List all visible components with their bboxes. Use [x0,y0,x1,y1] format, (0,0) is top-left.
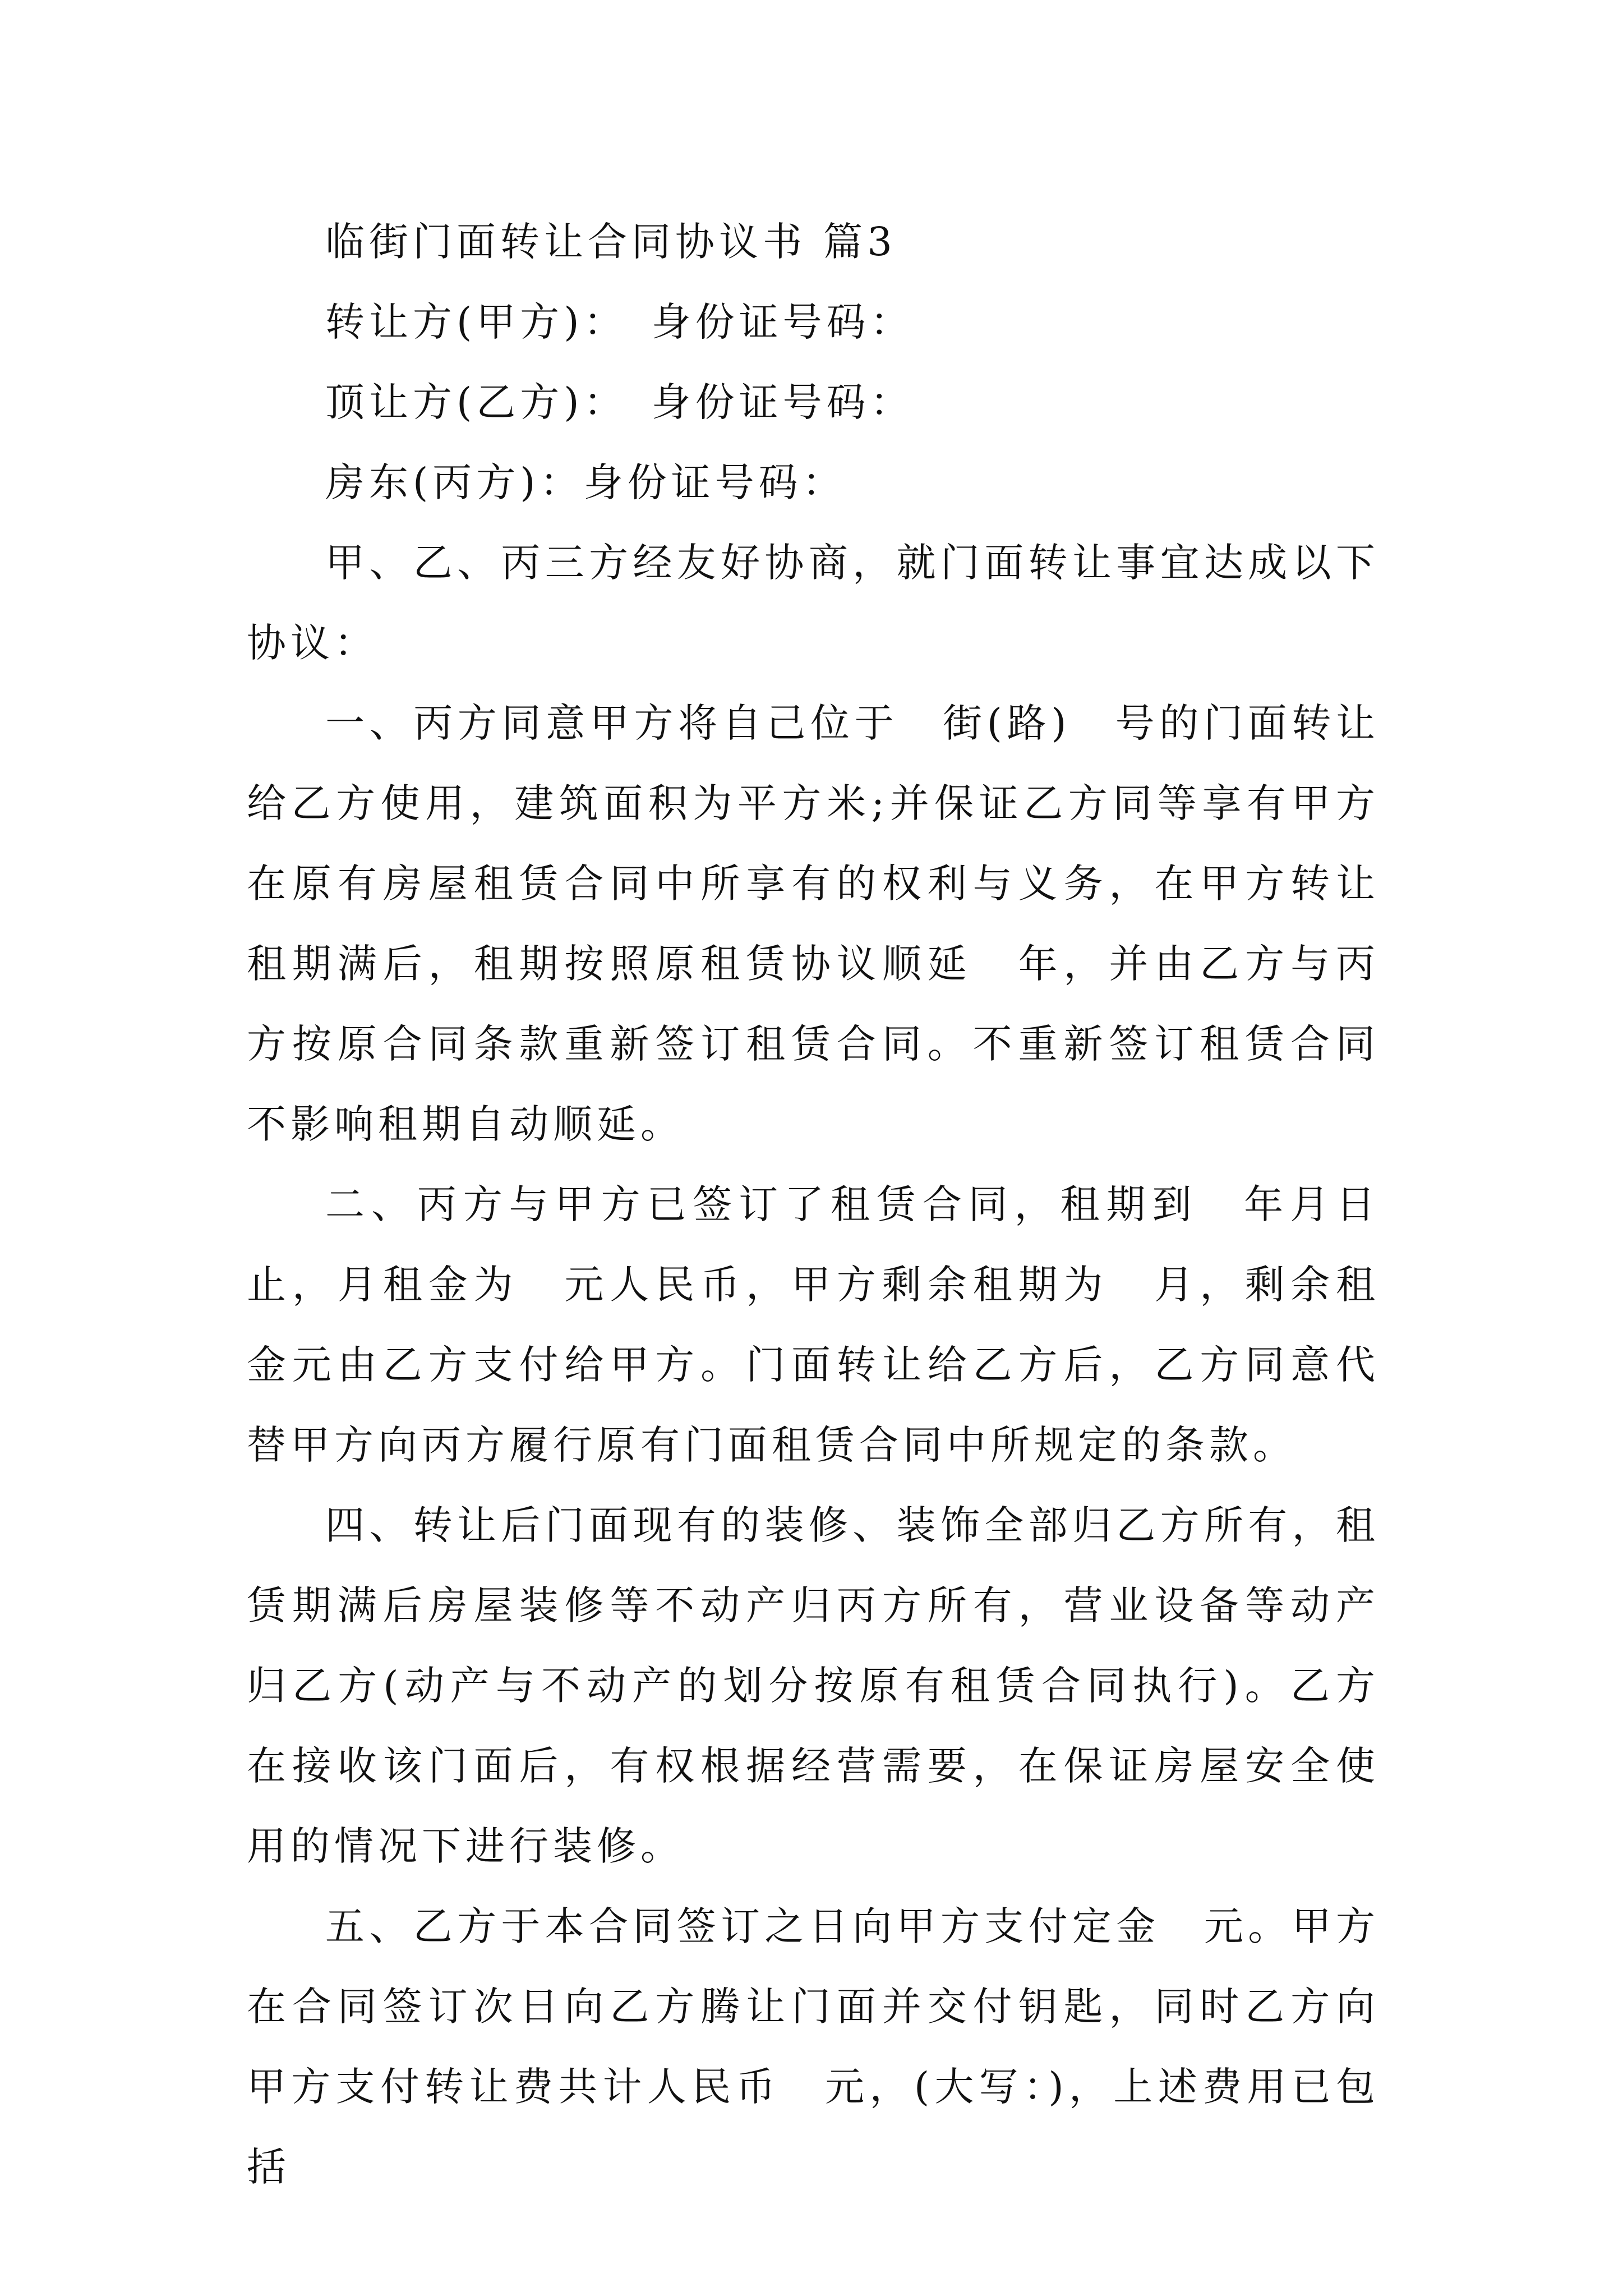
document-title: 临街门面转让合同协议书 篇3 [325,219,897,265]
clause-5-paragraph: 五、乙方于本合同签订之日向甲方支付定金 元。甲方在合同签订次日向乙方腾让门面并交付钥匙，同时乙方向甲方支付转让费共计人民币 元，(大写：)，上述费用已包括 [247,1903,1380,2190]
clause-2-paragraph: 二、丙方与甲方已签订了租赁合同，租期到 年月日止，月租金为 元人民币，甲方剩余租期为 月，剩余租金元由乙方支付给甲方。门面转让给乙方后，乙方同意代替甲方向丙方履行原有门面租赁合同中所规定的条款。 [247,1181,1380,1468]
clause-1-paragraph: 一、丙方同意甲方将自己位于 街(路) 号的门面转让给乙方使用，建筑面积为平方米;并保证乙方同等享有甲方在原有房屋租赁合同中所享有的权利与义务，在甲方转让租期满后，租期按照原租赁协议顺延 年，并由乙方与丙方按原合同条款重新签订租赁合同。不重新签订租赁合同不影响租期自动顺延。 [247,700,1380,1147]
document-body [247,202,1380,2207]
party-landlord-line: 房东(丙方)：身份证号码： [325,459,846,505]
party-transferee-line: 顶让方(乙方)： 身份证号码： [325,379,914,425]
intro-paragraph: 甲、乙、丙三方经友好协商，就门面转让事宜达成以下协议： [247,540,1380,666]
party-transferor-line: 转让方(甲方)： 身份证号码： [325,299,914,345]
clause-4-paragraph: 四、转让后门面现有的装修、装饰全部归乙方所有，租赁期满后房屋装修等不动产归丙方所有，营业设备等动产归乙方(动产与不动产的划分按原有租赁合同执行)。乙方在接收该门面后，有权根据经营需要，在保证房屋安全使用的情况下进行装修。 [247,1502,1380,1869]
